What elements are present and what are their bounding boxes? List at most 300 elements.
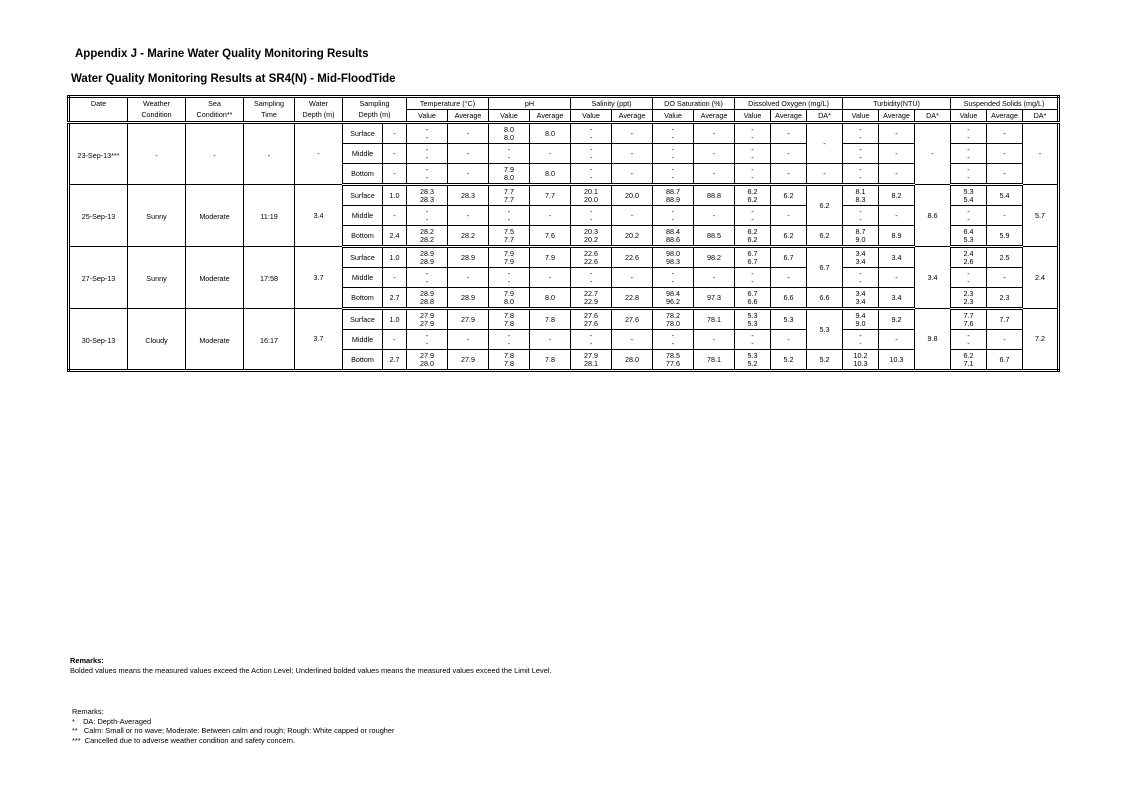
temperature-values (407, 226, 448, 247)
header-sub-cell: Value (489, 110, 530, 123)
header-sub-cell: Condition** (186, 110, 244, 123)
temperature-values-2: - (425, 276, 429, 286)
ph-values (489, 288, 530, 309)
sampling-time-cell: 16:17 (244, 309, 295, 371)
temperature-values-1: - (425, 124, 429, 134)
dissolved-oxygen-values-2: 5.3 (747, 318, 758, 328)
temperature-values (407, 164, 448, 185)
temperature-values-1: - (425, 330, 429, 340)
ph-values-1: - (507, 268, 511, 278)
turbidity-average: - (879, 164, 915, 185)
turbidity-values (843, 288, 879, 309)
salinity-average: 22.6 (612, 247, 653, 268)
salinity-values-2: 20.0 (584, 194, 598, 204)
suspended-solids-values (951, 185, 987, 206)
suspended-solids-values-1: 5.3 (963, 186, 974, 196)
header-sub-cell: Value (571, 110, 612, 123)
temperature-values-1: - (425, 206, 429, 216)
header-sub-cell: Value (735, 110, 771, 123)
ph-values-1: 7.5 (504, 226, 514, 236)
temperature-values-1: 28.9 (420, 288, 434, 298)
water-depth-cell: 3.7 (295, 309, 343, 371)
do-saturation-values (653, 164, 694, 185)
suspended-solids-values-2: - (967, 338, 970, 348)
temperature-values-1: 27.9 (420, 350, 434, 360)
dissolved-oxygen-da-bottom: - (807, 164, 843, 185)
dissolved-oxygen-average: 6.2 (771, 185, 807, 206)
salinity-values-1: 22.6 (584, 248, 598, 258)
suspended-solids-values-2: - (967, 276, 970, 286)
turbidity-values-2: - (859, 152, 862, 162)
turbidity-values-2: 10.3 (853, 358, 868, 368)
footnote-cancelled: *** Cancelled due to adverse weather condition and safety concern. (72, 735, 296, 745)
do-saturation-average: - (694, 330, 735, 350)
turbidity-values-1: - (859, 268, 862, 278)
ph-values (489, 144, 530, 164)
table-title: Water Quality Monitoring Results at SR4(N) - Mid-FloodTide (71, 73, 396, 85)
suspended-solids-values-2: - (967, 172, 970, 182)
sampling-level-cell: Surface (343, 123, 383, 144)
suspended-solids-values (951, 268, 987, 288)
temperature-values-2: - (425, 132, 429, 142)
temperature-values-1: - (425, 268, 429, 278)
sea-condition-cell: Moderate (186, 185, 244, 247)
salinity-average: - (612, 268, 653, 288)
temperature-values-2: - (425, 172, 429, 182)
turbidity-da: 8.6 (915, 185, 951, 247)
header-sub-cell: Average (879, 110, 915, 123)
turbidity-values (843, 123, 879, 144)
remarks-text: Bolded values means the measured values exceed the Action Level; Underlined bolded values means the measured values exceed the Limit Level. (70, 666, 552, 675)
ph-average: - (530, 206, 571, 226)
salinity-values (571, 288, 612, 309)
header-sub-cell: Average (612, 110, 653, 123)
ph-average: - (530, 268, 571, 288)
header-sub-cell: Average (771, 110, 807, 123)
header-dissolved-oxygen: Dissolved Oxygen (mg/L) (735, 97, 843, 110)
turbidity-average: 8.2 (879, 185, 915, 206)
salinity-values-1: - (589, 164, 593, 174)
ph-average: 8.0 (530, 288, 571, 309)
turbidity-values-2: - (859, 132, 862, 142)
remarks-title: Remarks: (70, 656, 104, 665)
turbidity-da: 3.4 (915, 247, 951, 309)
dissolved-oxygen-values-1: - (751, 268, 754, 278)
dissolved-oxygen-values-2: - (751, 172, 754, 182)
turbidity-values (843, 206, 879, 226)
do-saturation-values-1: 98.4 (666, 288, 680, 298)
dissolved-oxygen-da-bottom: 6.2 (807, 226, 843, 247)
suspended-solids-average: 2.3 (987, 288, 1023, 309)
suspended-solids-da: 2.4 (1023, 247, 1059, 309)
dissolved-oxygen-da-bottom: 5.2 (807, 350, 843, 371)
sampling-time-cell: 11:19 (244, 185, 295, 247)
do-saturation-average: 78.1 (694, 309, 735, 330)
temperature-values (407, 309, 448, 330)
header-date: Date (69, 97, 128, 110)
salinity-values-2: 27.6 (584, 318, 598, 328)
turbidity-values-2: - (859, 276, 862, 286)
sampling-level-cell: Middle (343, 330, 383, 350)
temperature-average: - (448, 144, 489, 164)
water-depth-cell: 3.7 (295, 247, 343, 309)
ph-values-1: 7.8 (504, 350, 514, 360)
temperature-values-2: - (425, 152, 429, 162)
dissolved-oxygen-values (735, 123, 771, 144)
salinity-average: - (612, 206, 653, 226)
do-saturation-average: 88.8 (694, 185, 735, 206)
header-sampling-depth: Sampling (343, 97, 407, 110)
page-title: Appendix J - Marine Water Quality Monitoring Results (75, 48, 369, 60)
do-saturation-values-2: 88.9 (666, 194, 680, 204)
dissolved-oxygen-values (735, 144, 771, 164)
do-saturation-values-1: 78.2 (666, 310, 680, 320)
dissolved-oxygen-values (735, 330, 771, 350)
suspended-solids-da: - (1023, 123, 1059, 185)
temperature-average: 27.9 (448, 309, 489, 330)
sampling-level-cell: Surface (343, 185, 383, 206)
sampling-depth-cell: - (383, 144, 407, 164)
dissolved-oxygen-values-1: - (751, 124, 754, 134)
header-sub-cell: Average (987, 110, 1023, 123)
ph-values-1: - (507, 206, 511, 216)
sampling-depth-cell: - (383, 123, 407, 144)
temperature-values (407, 350, 448, 371)
dissolved-oxygen-values-1: - (751, 144, 754, 154)
temperature-values (407, 123, 448, 144)
turbidity-values (843, 144, 879, 164)
do-saturation-average: - (694, 268, 735, 288)
turbidity-values (843, 185, 879, 206)
temperature-average: 28.9 (448, 288, 489, 309)
header-sub-cell: Value (653, 110, 694, 123)
temperature-values-1: 28.2 (420, 226, 434, 236)
do-saturation-values (653, 123, 694, 144)
salinity-values (571, 185, 612, 206)
temperature-values-1: 28.9 (420, 248, 434, 258)
suspended-solids-average: 6.7 (987, 350, 1023, 371)
turbidity-values-1: 10.2 (853, 350, 868, 360)
salinity-average: - (612, 123, 653, 144)
do-saturation-average: 97.3 (694, 288, 735, 309)
suspended-solids-values-1: 7.7 (963, 310, 974, 320)
salinity-values-1: 20.3 (584, 226, 598, 236)
turbidity-values-1: - (859, 164, 862, 174)
table-row (69, 247, 1059, 268)
ph-values-2: - (507, 276, 511, 286)
header-sub-cell: Average (694, 110, 735, 123)
do-saturation-values-2: - (671, 172, 675, 182)
dissolved-oxygen-values-1: 5.3 (747, 350, 758, 360)
footnote-sea-condition: ** Calm: Small or no wave; Moderate: Between calm and rough; Rough: White capped or rougher (72, 726, 395, 736)
suspended-solids-values-1: 2.4 (963, 248, 974, 258)
ph-values-1: - (507, 330, 511, 340)
turbidity-average: 9.2 (879, 309, 915, 330)
ph-values-2: 7.7 (504, 194, 514, 204)
sea-condition-cell: Moderate (186, 247, 244, 309)
suspended-solids-values (951, 247, 987, 268)
salinity-values (571, 268, 612, 288)
suspended-solids-average: - (987, 206, 1023, 226)
salinity-average: 20.0 (612, 185, 653, 206)
salinity-values-1: - (589, 330, 593, 340)
salinity-values (571, 206, 612, 226)
water-quality-table (67, 95, 1060, 372)
temperature-average: - (448, 206, 489, 226)
temperature-average: - (448, 164, 489, 185)
turbidity-values-2: 9.0 (855, 318, 866, 328)
turbidity-values (843, 164, 879, 185)
header-sub-cell: DA* (915, 110, 951, 123)
suspended-solids-values-2: 5.3 (963, 234, 974, 244)
ph-values (489, 185, 530, 206)
temperature-average: 27.9 (448, 350, 489, 371)
footnote-da: * DA: Depth-Averaged (72, 716, 152, 726)
ph-average: 7.6 (530, 226, 571, 247)
suspended-solids-average: - (987, 268, 1023, 288)
sampling-time-cell: 17:58 (244, 247, 295, 309)
turbidity-values-2: - (859, 338, 862, 348)
do-saturation-values-2: 78.0 (666, 318, 680, 328)
salinity-values (571, 247, 612, 268)
sampling-level-cell: Middle (343, 268, 383, 288)
do-saturation-average: - (694, 206, 735, 226)
dissolved-oxygen-da: 6.7 (807, 247, 843, 288)
do-saturation-values-2: 88.6 (666, 234, 680, 244)
ph-values-1: - (507, 144, 511, 154)
salinity-average: - (612, 144, 653, 164)
dissolved-oxygen-average: - (771, 330, 807, 350)
dissolved-oxygen-values-1: 5.3 (747, 310, 758, 320)
sampling-level-cell: Bottom (343, 164, 383, 185)
suspended-solids-values-1: 6.2 (963, 350, 974, 360)
sampling-depth-cell: 2.4 (383, 226, 407, 247)
salinity-values-2: - (589, 214, 593, 224)
dissolved-oxygen-values (735, 268, 771, 288)
suspended-solids-values-1: - (967, 124, 970, 134)
dissolved-oxygen-values-1: 6.7 (747, 288, 758, 298)
header-salinity: Salinity (ppt) (571, 97, 653, 110)
salinity-values-2: - (589, 132, 593, 142)
turbidity-average: - (879, 330, 915, 350)
temperature-values (407, 247, 448, 268)
salinity-values-1: - (589, 144, 593, 154)
suspended-solids-values (951, 123, 987, 144)
header-sub-cell: Average (448, 110, 489, 123)
dissolved-oxygen-values (735, 288, 771, 309)
suspended-solids-da: 5.7 (1023, 185, 1059, 247)
dissolved-oxygen-values (735, 309, 771, 330)
sampling-depth-cell: 2.7 (383, 350, 407, 371)
ph-values (489, 123, 530, 144)
turbidity-average: - (879, 268, 915, 288)
turbidity-values-1: 3.4 (855, 288, 866, 298)
turbidity-values-2: 9.0 (855, 234, 866, 244)
ph-values-1: 7.9 (504, 288, 514, 298)
salinity-values-1: - (589, 206, 593, 216)
dissolved-oxygen-average: - (771, 164, 807, 185)
dissolved-oxygen-da: 6.2 (807, 185, 843, 226)
header-sub-cell: Value (407, 110, 448, 123)
suspended-solids-values (951, 226, 987, 247)
suspended-solids-da: 7.2 (1023, 309, 1059, 371)
suspended-solids-values-1: 6.4 (963, 226, 974, 236)
header-sub-cell: Condition (128, 110, 186, 123)
salinity-average: 22.8 (612, 288, 653, 309)
turbidity-da: - (915, 123, 951, 185)
weather-cell: - (128, 123, 186, 185)
temperature-values-2: 28.9 (420, 256, 434, 266)
sampling-level-cell: Bottom (343, 226, 383, 247)
turbidity-values (843, 350, 879, 371)
dissolved-oxygen-values (735, 206, 771, 226)
suspended-solids-average: - (987, 144, 1023, 164)
suspended-solids-values-2: 7.1 (963, 358, 974, 368)
ph-values-2: 8.0 (504, 172, 514, 182)
table-row (69, 185, 1059, 206)
dissolved-oxygen-values-2: - (751, 152, 754, 162)
temperature-values (407, 206, 448, 226)
sea-condition-cell: - (186, 123, 244, 185)
suspended-solids-values (951, 350, 987, 371)
temperature-values-2: - (425, 338, 429, 348)
turbidity-average: - (879, 206, 915, 226)
sampling-time-cell: - (244, 123, 295, 185)
salinity-values-1: 22.7 (584, 288, 598, 298)
dissolved-oxygen-values (735, 164, 771, 185)
suspended-solids-values-1: - (967, 268, 970, 278)
ph-values-2: - (507, 214, 511, 224)
header-turbidity: Turbidity(NTU) (843, 97, 951, 110)
turbidity-values (843, 268, 879, 288)
suspended-solids-values (951, 144, 987, 164)
do-saturation-values-1: 88.7 (666, 186, 680, 196)
salinity-values (571, 123, 612, 144)
turbidity-average: 10.3 (879, 350, 915, 371)
temperature-values-2: 27.9 (420, 318, 434, 328)
ph-values (489, 226, 530, 247)
salinity-values (571, 350, 612, 371)
do-saturation-average: 98.2 (694, 247, 735, 268)
turbidity-values-1: 3.4 (855, 248, 866, 258)
temperature-values-2: 28.2 (420, 234, 434, 244)
ph-values (489, 206, 530, 226)
do-saturation-values (653, 206, 694, 226)
salinity-values-2: - (589, 276, 593, 286)
salinity-values-1: - (589, 268, 593, 278)
suspended-solids-values-2: 5.4 (963, 194, 974, 204)
water-depth-cell: - (295, 123, 343, 185)
dissolved-oxygen-average: - (771, 123, 807, 144)
dissolved-oxygen-values-1: - (751, 330, 754, 340)
salinity-values-1: 27.9 (584, 350, 598, 360)
sampling-depth-cell: - (383, 268, 407, 288)
salinity-average: 28.0 (612, 350, 653, 371)
weather-cell: Sunny (128, 185, 186, 247)
suspended-solids-values (951, 309, 987, 330)
do-saturation-values (653, 288, 694, 309)
do-saturation-values-2: - (671, 276, 675, 286)
temperature-values-2: 28.0 (420, 358, 434, 368)
do-saturation-average: 78.1 (694, 350, 735, 371)
ph-values-2: - (507, 152, 511, 162)
do-saturation-values (653, 268, 694, 288)
water-depth-cell: 3.4 (295, 185, 343, 247)
ph-values-1: 7.8 (504, 310, 514, 320)
do-saturation-values-2: - (671, 152, 675, 162)
do-saturation-values (653, 330, 694, 350)
do-saturation-values-2: - (671, 338, 675, 348)
ph-average: 7.8 (530, 350, 571, 371)
do-saturation-values-2: - (671, 132, 675, 142)
ph-average: 7.8 (530, 309, 571, 330)
date-cell: 30-Sep-13 (69, 309, 128, 371)
ph-values-1: 8.0 (504, 124, 514, 134)
do-saturation-values (653, 144, 694, 164)
dissolved-oxygen-values-2: 5.2 (747, 358, 758, 368)
ph-values-2: 7.8 (504, 358, 514, 368)
header-weather: Weather (128, 97, 186, 110)
weather-cell: Sunny (128, 247, 186, 309)
sampling-depth-cell: 1.0 (383, 309, 407, 330)
turbidity-average: 3.4 (879, 247, 915, 268)
sampling-depth-cell: - (383, 206, 407, 226)
ph-values (489, 164, 530, 185)
dissolved-oxygen-values-2: - (751, 276, 754, 286)
do-saturation-values-1: - (671, 164, 675, 174)
dissolved-oxygen-values (735, 247, 771, 268)
dissolved-oxygen-da: - (807, 123, 843, 164)
dissolved-oxygen-values-1: - (751, 206, 754, 216)
ph-values-1: 7.9 (504, 248, 514, 258)
do-saturation-values-2: 77.6 (666, 358, 680, 368)
turbidity-values-1: 8.1 (855, 186, 866, 196)
salinity-average: 20.2 (612, 226, 653, 247)
turbidity-average: - (879, 123, 915, 144)
salinity-values-1: 20.1 (584, 186, 598, 196)
sampling-depth-cell: 1.0 (383, 247, 407, 268)
ph-values-2: 8.0 (504, 132, 514, 142)
do-saturation-values (653, 247, 694, 268)
header-sub-cell (69, 110, 128, 123)
do-saturation-values-2: - (671, 214, 675, 224)
ph-values-2: 7.9 (504, 256, 514, 266)
do-saturation-values (653, 350, 694, 371)
ph-values (489, 309, 530, 330)
suspended-solids-average: 5.9 (987, 226, 1023, 247)
temperature-values (407, 330, 448, 350)
dissolved-oxygen-values-2: - (751, 132, 754, 142)
temperature-average: - (448, 330, 489, 350)
temperature-average: - (448, 268, 489, 288)
suspended-solids-values-1: - (967, 164, 970, 174)
ph-values (489, 247, 530, 268)
salinity-average: - (612, 330, 653, 350)
do-saturation-values-1: 88.4 (666, 226, 680, 236)
temperature-average: 28.2 (448, 226, 489, 247)
salinity-values-2: 22.6 (584, 256, 598, 266)
ph-values-2: 7.8 (504, 318, 514, 328)
do-saturation-values-2: 98.3 (666, 256, 680, 266)
header-temperature: Temperature (°C) (407, 97, 489, 110)
do-saturation-average: - (694, 123, 735, 144)
do-saturation-values-1: - (671, 330, 675, 340)
salinity-values-2: - (589, 152, 593, 162)
suspended-solids-values-2: - (967, 132, 970, 142)
temperature-values-1: 27.9 (420, 310, 434, 320)
suspended-solids-average: 5.4 (987, 185, 1023, 206)
do-saturation-average: - (694, 164, 735, 185)
